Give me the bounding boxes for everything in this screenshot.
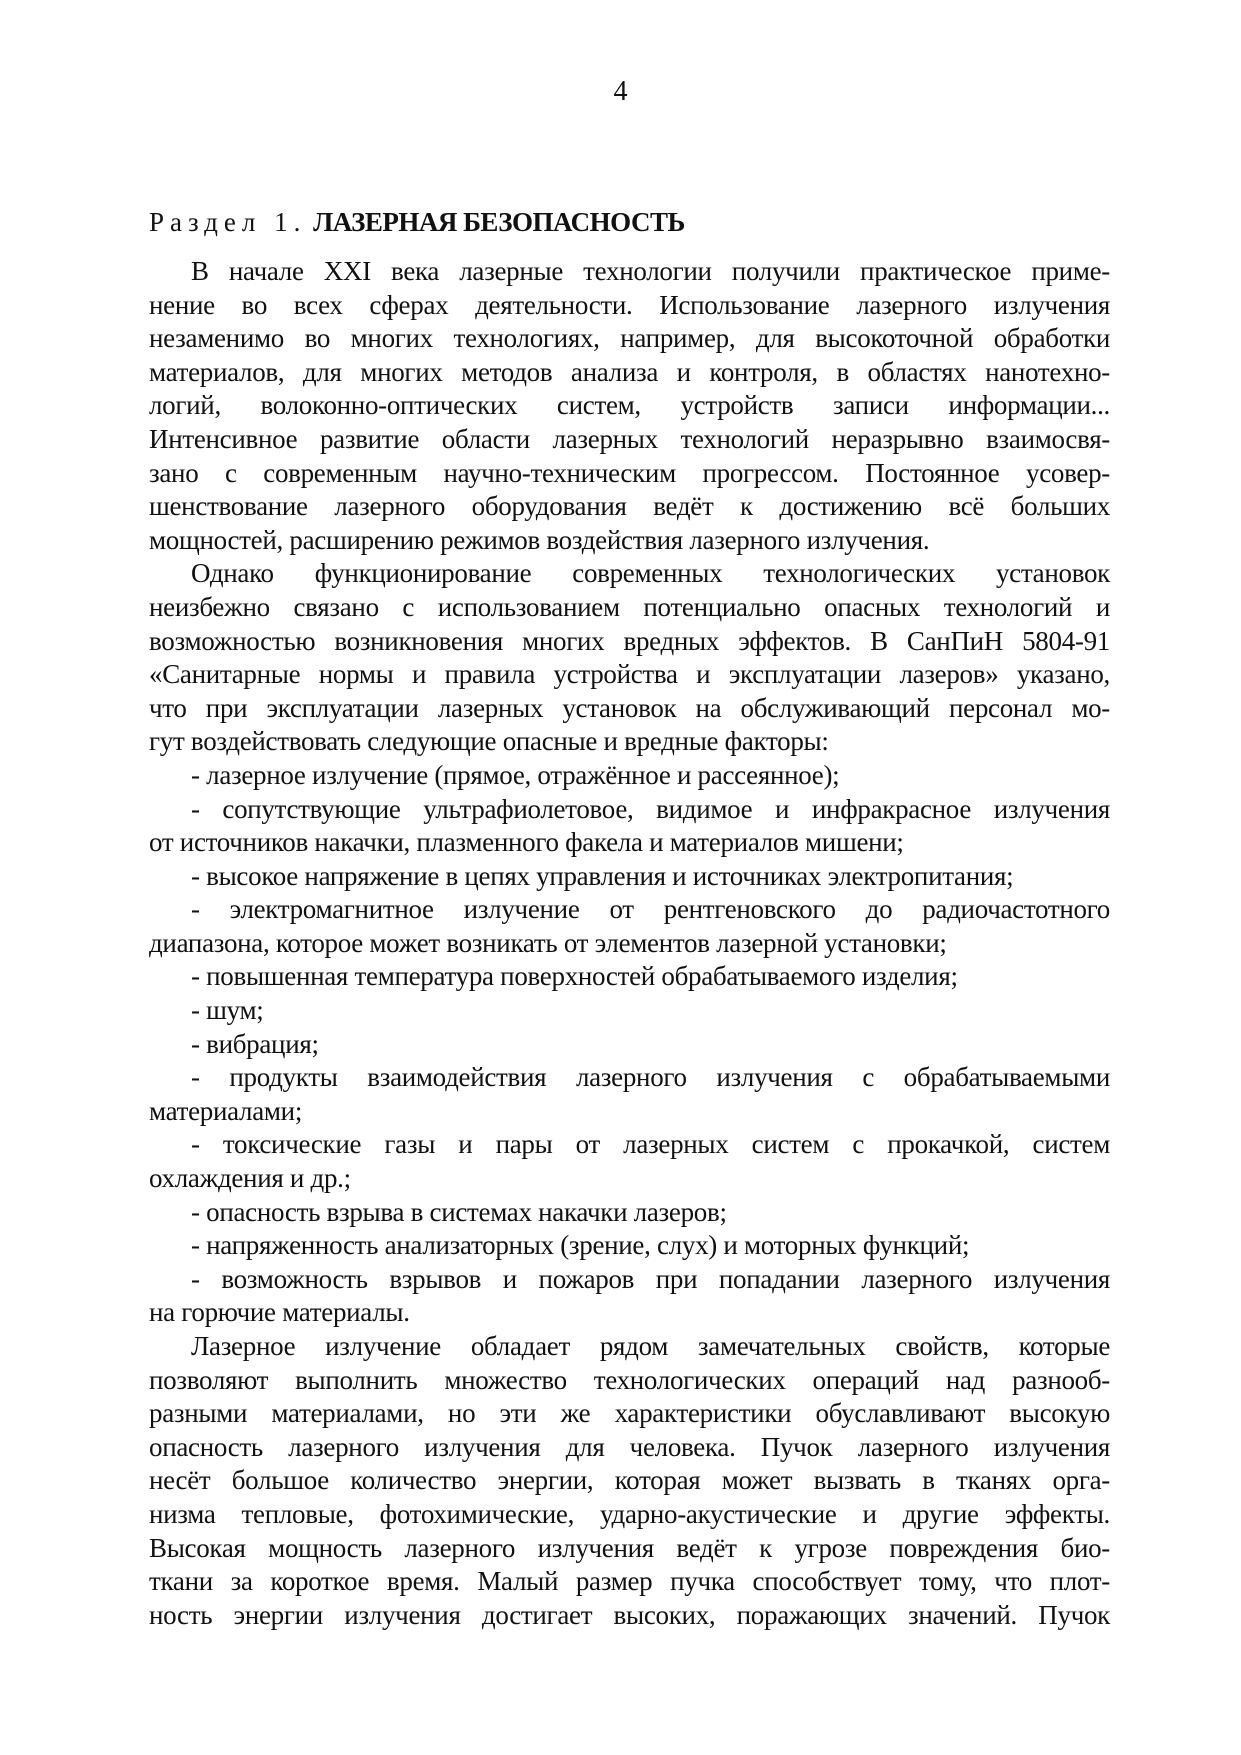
document-body — [149, 255, 1110, 1632]
text-line: зано с современным научно-техническим прогрессом. Постоянное усовер- — [149, 457, 1110, 488]
text-line: В начале XXI века лазерные технологии получили практическое приме- — [191, 256, 1110, 286]
list-item — [149, 1196, 1110, 1230]
text-line: мощностей, расширению режимов воздействия лазерного излучения. — [149, 524, 930, 555]
text-line: материалами; — [149, 1095, 303, 1126]
text-line: логий, волоконно-оптических систем, устройств записи информации... — [149, 390, 1110, 421]
text-line: незаменимо во многих технологиях, например, для высокоточной обработки — [149, 323, 1110, 354]
list-item — [149, 994, 1110, 1028]
section-label: Раздел 1. — [149, 207, 307, 237]
text-line: - опасность взрыва в системах накачки лазеров; — [191, 1196, 727, 1227]
text-line: низма тепловые, фотохимические, ударно-акустические и другие эффекты. — [149, 1498, 1110, 1529]
text-line: - токсические газы и пары от лазерных систем с прокачкой, систем — [191, 1129, 1110, 1160]
text-line: на горючие материалы. — [149, 1297, 410, 1328]
text-line: - высокое напряжение в цепях управления и источниках электропитания; — [191, 860, 1014, 891]
list-item — [149, 1229, 1110, 1263]
text-line: - вибрация; — [191, 1028, 319, 1059]
paragraph — [149, 557, 1110, 759]
text-line: диапазона, которое может возникать от элементов лазерной установки; — [149, 927, 947, 958]
text-line: материалов, для многих методов анализа и контроля, в областях нанотехно- — [149, 356, 1110, 387]
text-line: позволяют выполнить множество технологических операций над разнооб- — [149, 1364, 1110, 1395]
text-line: - возможность взрывов и пожаров при попадании лазерного излучения — [191, 1263, 1110, 1294]
list-item — [149, 793, 1110, 860]
text-line: возможностью возникновения многих вредных эффектов. В СанПиН 5804-91 — [149, 625, 1110, 656]
text-line: нение во всех сферах деятельности. Использование лазерного излучения — [149, 289, 1110, 320]
page-number: 4 — [613, 76, 628, 107]
text-line: - сопутствующие ультрафиолетовое, видимое и инфракрасное излучения — [191, 793, 1110, 824]
text-line: - повышенная температура поверхностей обрабатываемого изделия; — [191, 961, 958, 992]
list-item — [149, 960, 1110, 994]
text-line: - шум; — [191, 995, 264, 1026]
text-line: что при эксплуатации лазерных установок на обслуживающий персонал мо- — [149, 692, 1110, 723]
text-line: Интенсивное развитие области лазерных технологий неразрывно взаимосвя- — [149, 423, 1110, 454]
section-heading — [149, 207, 685, 238]
text-line: - лазерное излучение (прямое, отражённое и рассеянное); — [191, 759, 840, 790]
list-item — [149, 893, 1110, 960]
text-line: несёт большое количество энергии, которая может вызвать в тканях орга- — [149, 1465, 1110, 1496]
text-line: Однако функционирование современных технологических установок — [191, 558, 1110, 589]
text-line: ность энергии излучения достигает высоких, поражающих значений. Пучок — [149, 1599, 1110, 1630]
list-item — [149, 1263, 1110, 1330]
text-line: разными материалами, но эти же характеристики обуславливают высокую — [149, 1398, 1110, 1429]
text-line: от источников накачки, плазменного факела и материалов мишени; — [149, 827, 904, 858]
list-item — [149, 1028, 1110, 1062]
paragraph — [149, 1330, 1110, 1632]
text-line: - напряженность анализаторных (зрение, слух) и моторных функций; — [191, 1230, 970, 1261]
list-item — [149, 860, 1110, 894]
text-line: «Санитарные нормы и правила устройства и эксплуатации лазеров» указано, — [149, 659, 1110, 690]
paragraph — [149, 255, 1110, 557]
section-title: ЛАЗЕРНАЯ БЕЗОПАСНОСТЬ — [313, 207, 685, 237]
text-line: - продукты взаимодействия лазерного излучения с обрабатываемыми — [191, 1062, 1110, 1093]
list-item — [149, 1061, 1110, 1128]
list-item — [149, 759, 1110, 793]
text-line: гут воздействовать следующие опасные и вредные факторы: — [149, 726, 829, 757]
text-line: шенствование лазерного оборудования ведёт к достижению всё больших — [149, 491, 1110, 522]
text-line: опасность лазерного излучения для человека. Пучок лазерного излучения — [149, 1431, 1110, 1462]
text-line: Лазерное излучение обладает рядом замечательных свойств, которые — [191, 1331, 1110, 1361]
text-line: ткани за короткое время. Малый размер пучка способствует тому, что плот- — [149, 1566, 1110, 1597]
text-line: неизбежно связано с использованием потенциально опасных технологий и — [149, 591, 1110, 622]
text-line: Высокая мощность лазерного излучения ведёт к угрозе повреждения био- — [149, 1532, 1110, 1563]
text-line: охлаждения и др.; — [149, 1163, 351, 1194]
text-line: - электромагнитное излучение от рентгеновского до радиочастотного — [191, 894, 1110, 925]
list-item — [149, 1128, 1110, 1195]
